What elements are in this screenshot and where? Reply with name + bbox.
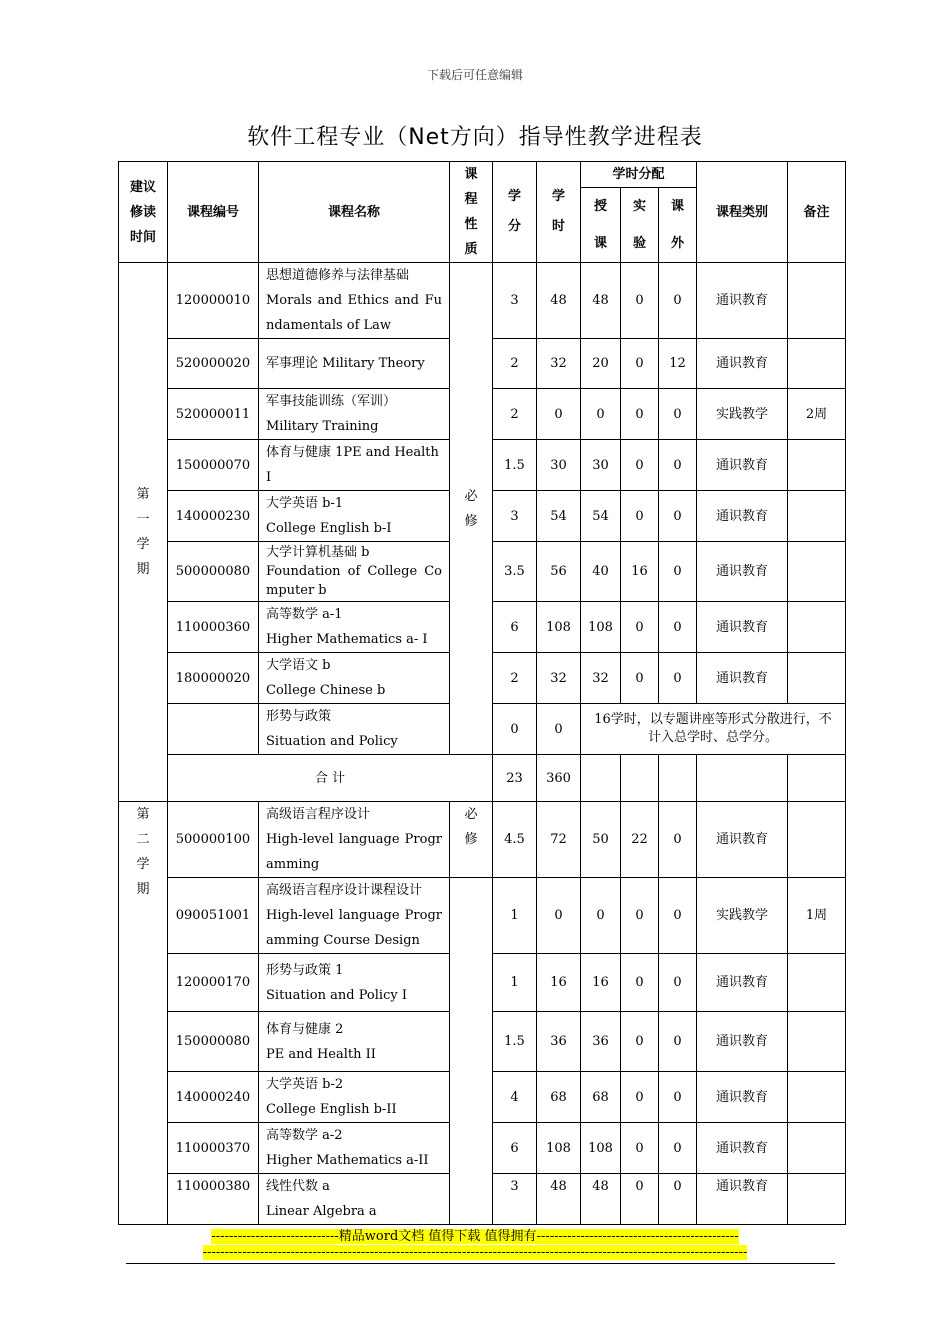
course-hours: 48 xyxy=(537,263,581,339)
course-credit: 3 xyxy=(493,491,537,542)
course-extra: 12 xyxy=(659,339,697,389)
footer-divider xyxy=(126,1263,835,1264)
semester-1-label: 第一学期 xyxy=(119,263,168,802)
course-remark: 2周 xyxy=(788,389,846,440)
course-credit: 3 xyxy=(493,263,537,339)
course-hours: 108 xyxy=(537,1123,581,1174)
course-code: 180000020 xyxy=(168,653,259,704)
course-lecture: 54 xyxy=(581,491,621,542)
course-lab: 0 xyxy=(621,1012,659,1072)
table-row xyxy=(119,263,846,339)
course-category: 通识教育 xyxy=(697,802,788,878)
course-name xyxy=(259,389,450,440)
semester-2-label: 第二学期 xyxy=(119,802,168,1225)
course-credit: 2 xyxy=(493,653,537,704)
course-lecture: 36 xyxy=(581,1012,621,1072)
course-remark xyxy=(788,263,846,339)
course-code: 120000170 xyxy=(168,954,259,1012)
course-code: 140000230 xyxy=(168,491,259,542)
course-credit: 2 xyxy=(493,339,537,389)
course-name-cn: 大学英语 b-2 xyxy=(266,1077,344,1092)
course-name-en: College English b-II xyxy=(266,1102,397,1117)
course-category: 通识教育 xyxy=(697,542,788,602)
course-hours: 72 xyxy=(537,802,581,878)
course-credit: 4.5 xyxy=(493,802,537,878)
header-category: 课程类别 xyxy=(697,162,788,263)
course-category: 通识教育 xyxy=(697,491,788,542)
course-extra: 0 xyxy=(659,1123,697,1174)
course-code: 150000070 xyxy=(168,440,259,491)
course-name-cn: 高级语言程序设计 xyxy=(266,807,371,822)
course-credit: 1 xyxy=(493,954,537,1012)
course-credit: 6 xyxy=(493,602,537,653)
course-name-cn: 大学语文 b xyxy=(266,658,331,673)
semester-1-nature: 必修 xyxy=(450,263,493,755)
course-name-en: Situation and Policy xyxy=(266,734,398,749)
course-lab: 0 xyxy=(621,653,659,704)
course-lab: 0 xyxy=(621,389,659,440)
total-label: 合 计 xyxy=(168,755,493,802)
course-name-cn: 大学英语 b-1 xyxy=(266,496,344,511)
course-hours: 48 xyxy=(537,1174,581,1225)
course-category: 通识教育 xyxy=(697,263,788,339)
header-hours: 学时 xyxy=(537,162,581,263)
course-remark xyxy=(788,440,846,491)
course-lab: 16 xyxy=(621,542,659,602)
course-category: 实践教学 xyxy=(697,389,788,440)
course-extra: 0 xyxy=(659,263,697,339)
course-hours: 68 xyxy=(537,1072,581,1123)
header-extra: 课外 xyxy=(659,188,697,263)
course-credit: 4 xyxy=(493,1072,537,1123)
policy-note: 16学时，以专题讲座等形式分散进行，不计入总学时、总学分。 xyxy=(581,704,846,755)
course-name xyxy=(259,1072,450,1123)
footer-banner-2 xyxy=(0,1245,950,1261)
header-credit: 学分 xyxy=(493,162,537,263)
course-name-cn: 军事理论 Military Theory xyxy=(266,356,425,371)
course-lab: 0 xyxy=(621,440,659,491)
course-hours: 108 xyxy=(537,602,581,653)
course-extra: 0 xyxy=(659,491,697,542)
course-lab: 0 xyxy=(621,1072,659,1123)
course-name xyxy=(259,263,450,339)
course-category: 通识教育 xyxy=(697,653,788,704)
course-credit: 1.5 xyxy=(493,440,537,491)
total-row xyxy=(119,755,846,802)
course-name xyxy=(259,704,450,755)
header-lecture: 授课 xyxy=(581,188,621,263)
course-lecture: 0 xyxy=(581,878,621,954)
course-name-cn: 大学计算机基础 b xyxy=(266,545,370,560)
course-remark xyxy=(788,602,846,653)
course-remark: 1周 xyxy=(788,878,846,954)
course-lab: 0 xyxy=(621,878,659,954)
course-lab: 0 xyxy=(621,1174,659,1225)
course-extra: 0 xyxy=(659,389,697,440)
course-name-cn: 线性代数 a xyxy=(266,1179,330,1194)
course-code: 120000010 xyxy=(168,263,259,339)
course-remark xyxy=(788,1072,846,1123)
course-name xyxy=(259,491,450,542)
course-name-cn: 高等数学 a-2 xyxy=(266,1128,343,1143)
header-nature: 课程性质 xyxy=(450,162,493,263)
course-hours: 16 xyxy=(537,954,581,1012)
course-code: 500000080 xyxy=(168,542,259,602)
total-credit: 23 xyxy=(493,755,537,802)
course-remark xyxy=(788,954,846,1012)
course-remark xyxy=(788,1123,846,1174)
course-lecture: 48 xyxy=(581,263,621,339)
course-name-en: Foundation of College Computer b xyxy=(266,564,442,598)
course-name-en: Linear Algebra a xyxy=(266,1204,377,1219)
course-lecture: 108 xyxy=(581,1123,621,1174)
course-name-cn: 高级语言程序设计课程设计 xyxy=(266,883,423,898)
course-credit: 2 xyxy=(493,389,537,440)
course-credit: 0 xyxy=(493,704,537,755)
header-name: 课程名称 xyxy=(259,162,450,263)
course-name xyxy=(259,1174,450,1225)
course-extra: 0 xyxy=(659,1012,697,1072)
course-name xyxy=(259,653,450,704)
course-code: 140000240 xyxy=(168,1072,259,1123)
course-lab: 0 xyxy=(621,491,659,542)
course-code: 520000020 xyxy=(168,339,259,389)
course-name-en: High-level language Programming Course Design xyxy=(266,908,442,948)
course-category: 通识教育 xyxy=(697,440,788,491)
course-credit: 1.5 xyxy=(493,1012,537,1072)
header-remark: 备注 xyxy=(788,162,846,263)
course-lecture: 16 xyxy=(581,954,621,1012)
course-extra: 0 xyxy=(659,602,697,653)
course-lab: 22 xyxy=(621,802,659,878)
course-code: 520000011 xyxy=(168,389,259,440)
course-code: 150000080 xyxy=(168,1012,259,1072)
course-extra: 0 xyxy=(659,542,697,602)
course-remark xyxy=(788,1174,846,1225)
course-name-en: Higher Mathematics a- I xyxy=(266,632,428,647)
course-remark xyxy=(788,653,846,704)
course-hours: 32 xyxy=(537,653,581,704)
course-hours: 0 xyxy=(537,878,581,954)
course-lecture: 48 xyxy=(581,1174,621,1225)
course-lab: 0 xyxy=(621,339,659,389)
course-name-en: Military Training xyxy=(266,419,379,434)
course-extra: 0 xyxy=(659,653,697,704)
course-name xyxy=(259,954,450,1012)
course-name xyxy=(259,802,450,878)
footer-banner-1 xyxy=(0,1229,950,1245)
course-code: 110000370 xyxy=(168,1123,259,1174)
course-hours: 0 xyxy=(537,389,581,440)
course-category: 通识教育 xyxy=(697,1123,788,1174)
course-name xyxy=(259,878,450,954)
semester-2-nature: 必修 xyxy=(450,802,493,878)
course-lecture: 0 xyxy=(581,389,621,440)
course-credit: 6 xyxy=(493,1123,537,1174)
table-row xyxy=(119,878,846,954)
footer-text-2: ---------------------------------------------------------------------------------------------------------------------------- xyxy=(202,1245,748,1260)
course-name-cn: 高等数学 a-1 xyxy=(266,607,343,622)
course-code: 090051001 xyxy=(168,878,259,954)
course-name xyxy=(259,1012,450,1072)
course-name-cn: 军事技能训练（军训） xyxy=(266,394,397,409)
table-row xyxy=(119,802,846,878)
course-code: 500000100 xyxy=(168,802,259,878)
course-remark xyxy=(788,1012,846,1072)
course-name-en: College English b-I xyxy=(266,521,392,536)
course-lab: 0 xyxy=(621,263,659,339)
course-name-en: PE and Health II xyxy=(266,1046,376,1062)
course-lecture: 20 xyxy=(581,339,621,389)
header-lab: 实验 xyxy=(621,188,659,263)
course-category: 通识教育 xyxy=(697,602,788,653)
course-credit: 3.5 xyxy=(493,542,537,602)
course-remark xyxy=(788,491,846,542)
course-lecture: 40 xyxy=(581,542,621,602)
course-remark xyxy=(788,542,846,602)
page-title: 软件工程专业（Net方向）指导性教学进程表 xyxy=(247,125,703,150)
course-name-cn: 思想道德修养与法律基础 xyxy=(266,268,410,283)
course-lab: 0 xyxy=(621,954,659,1012)
course-lecture: 108 xyxy=(581,602,621,653)
course-category: 通识教育 xyxy=(697,1174,788,1225)
header-note: 下载后可任意编辑 xyxy=(426,68,523,82)
header-time: 建议修读时间 xyxy=(119,162,168,263)
course-name xyxy=(259,339,450,389)
course-remark xyxy=(788,339,846,389)
course-hours: 0 xyxy=(537,704,581,755)
course-lecture: 68 xyxy=(581,1072,621,1123)
header-code: 课程编号 xyxy=(168,162,259,263)
course-name-en: Higher Mathematics a-II xyxy=(266,1153,429,1168)
course-hours: 32 xyxy=(537,339,581,389)
course-lecture: 32 xyxy=(581,653,621,704)
course-category: 实践教学 xyxy=(697,878,788,954)
course-extra: 0 xyxy=(659,440,697,491)
course-code xyxy=(168,704,259,755)
course-name-en: Situation and Policy I xyxy=(266,987,407,1003)
course-category: 通识教育 xyxy=(697,339,788,389)
course-name-en: High-level language Programming xyxy=(266,832,442,872)
course-name xyxy=(259,542,450,602)
course-name-cn: 体育与健康 1PE and Health I xyxy=(266,445,439,485)
footer-text-1: -----------------------------精品word文档 值得下载 值得拥有---------------------------------------------- xyxy=(211,1229,739,1244)
course-hours: 54 xyxy=(537,491,581,542)
course-extra: 0 xyxy=(659,878,697,954)
course-name xyxy=(259,440,450,491)
course-name-cn: 体育与健康 2 xyxy=(266,1021,344,1037)
teaching-plan-table xyxy=(118,161,846,1225)
course-hours: 36 xyxy=(537,1012,581,1072)
course-lab: 0 xyxy=(621,602,659,653)
total-hours: 360 xyxy=(537,755,581,802)
course-extra: 0 xyxy=(659,954,697,1012)
course-extra: 0 xyxy=(659,1072,697,1123)
course-name xyxy=(259,1123,450,1174)
course-lecture: 30 xyxy=(581,440,621,491)
course-name xyxy=(259,602,450,653)
course-category: 通识教育 xyxy=(697,1012,788,1072)
course-remark xyxy=(788,802,846,878)
course-code: 110000360 xyxy=(168,602,259,653)
course-code: 110000380 xyxy=(168,1174,259,1225)
course-name-en: Morals and Ethics and Fundamentals of Law xyxy=(266,293,442,333)
course-hours: 56 xyxy=(537,542,581,602)
header-alloc: 学时分配 xyxy=(581,162,697,188)
course-credit: 1 xyxy=(493,878,537,954)
course-name-en: College Chinese b xyxy=(266,683,386,698)
course-extra: 0 xyxy=(659,1174,697,1225)
course-category: 通识教育 xyxy=(697,954,788,1012)
course-credit: 3 xyxy=(493,1174,537,1225)
course-category: 通识教育 xyxy=(697,1072,788,1123)
course-extra: 0 xyxy=(659,802,697,878)
course-name-cn: 形势与政策 1 xyxy=(266,962,344,978)
course-hours: 30 xyxy=(537,440,581,491)
course-lab: 0 xyxy=(621,1123,659,1174)
course-name-cn: 形势与政策 xyxy=(266,709,332,724)
course-lecture: 50 xyxy=(581,802,621,878)
